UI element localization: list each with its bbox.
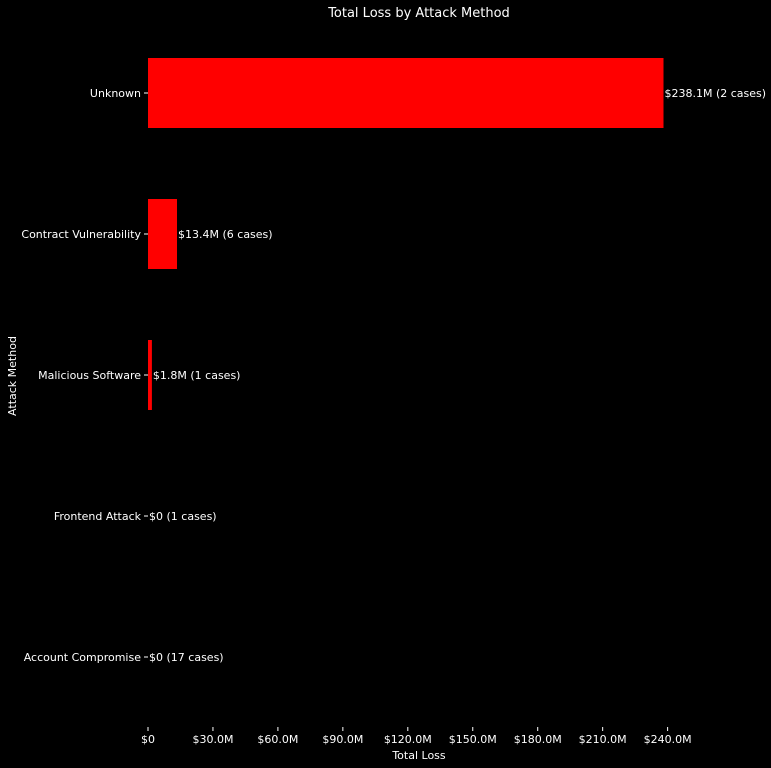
y-tick-label: Contract Vulnerability <box>21 228 141 241</box>
x-tick-label: $120.0M <box>383 733 432 746</box>
data-label: $0 (17 cases) <box>149 651 224 664</box>
x-tick-label: $150.0M <box>448 733 497 746</box>
data-label: $13.4M (6 cases) <box>178 228 273 241</box>
plot-area <box>21 58 766 746</box>
x-tick-label: $240.0M <box>643 733 692 746</box>
y-tick-label: Malicious Software <box>38 369 141 382</box>
x-tick-label: $60.0M <box>257 733 299 746</box>
data-label: $238.1M (2 cases) <box>664 87 767 100</box>
bar <box>148 58 664 128</box>
bar <box>148 340 152 410</box>
y-tick-label: Account Compromise <box>23 651 141 664</box>
x-tick-label: $90.0M <box>322 733 364 746</box>
y-tick-label: Frontend Attack <box>53 510 141 523</box>
chart-title: Total Loss by Attack Method <box>328 6 510 21</box>
x-tick-label: $30.0M <box>192 733 234 746</box>
data-label: $1.8M (1 cases) <box>152 369 241 382</box>
y-axis-label: Attack Method <box>6 336 19 416</box>
y-tick-label: Unknown <box>89 87 141 100</box>
x-tick-label: $0 <box>141 733 155 746</box>
x-axis-label: Total Loss <box>392 749 446 762</box>
bar <box>148 199 177 269</box>
data-label: $0 (1 cases) <box>149 510 217 523</box>
x-tick-label: $210.0M <box>578 733 627 746</box>
x-tick-label: $180.0M <box>513 733 562 746</box>
